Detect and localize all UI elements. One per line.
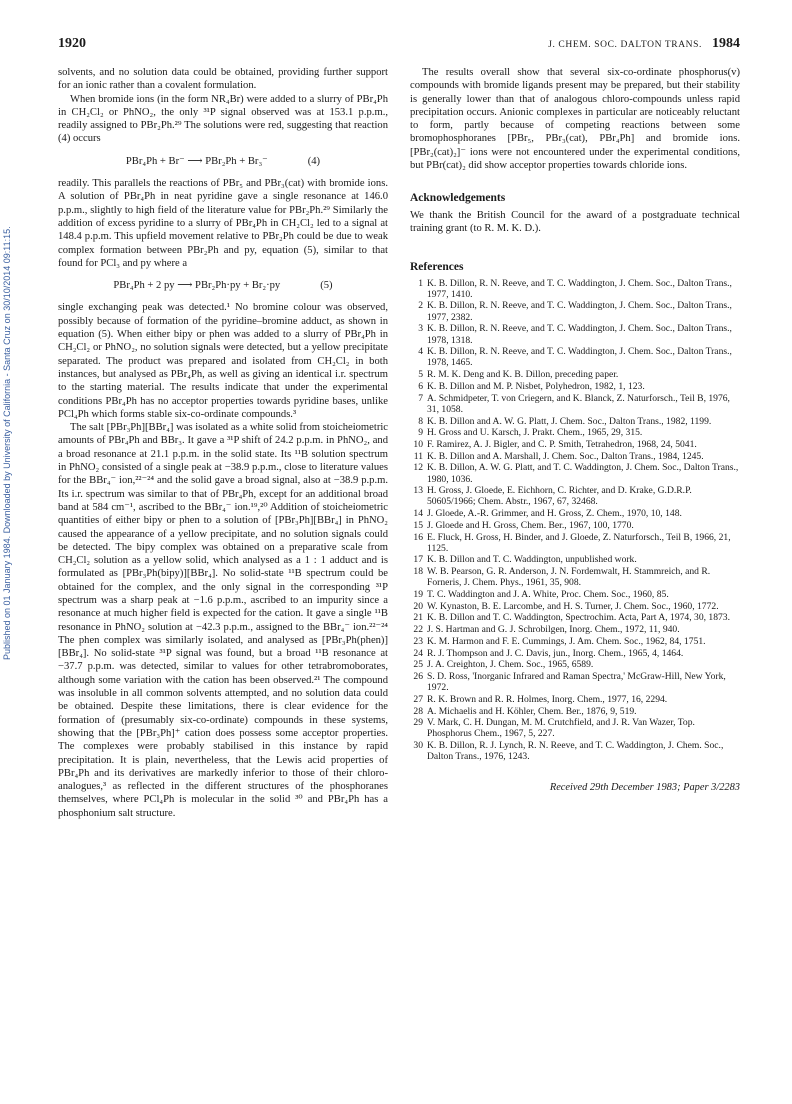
reference-text: A. Schmidpeter, T. von Criegern, and K. Blanck, Z. Naturforsch., Teil B, 1976, 31, 1058. (427, 392, 730, 415)
equation-5 (58, 279, 388, 292)
reference-number: 27 (413, 693, 423, 705)
download-notice: Published on 01 January 1984. Downloaded by University of California - Santa Cruz on 30/10/2014 09:11:15. (2, 226, 12, 660)
reference-number: 6 (418, 380, 423, 392)
reference-item (410, 694, 740, 705)
reference-text: K. B. Dillon and M. P. Nisbet, Polyhedron, 1982, 1, 123. (427, 380, 645, 392)
paragraph: readily. This parallels the reactions of PBr₅ and PBr₃(cat) with bromide ions. A solution of PBr₄Ph in neat pyridine gave a single resonance at 146.0 p.p.m., slightly to high field of the literature value for PBr₂Ph.²⁹ Similarly the addition of excess pyridine to a slurry of PBr₄Ph in CH₂Cl₂ led to a signal at 148.4 p.p.m. This upfield movement relative to PBr₂Ph could be due to weak complex formation between PBr₂Ph and py, equation (5), similar to that found for PCl₃ and py where a (58, 178, 388, 269)
reference-number: 24 (413, 647, 423, 659)
reference-item (410, 300, 740, 322)
reference-number: 7 (418, 392, 423, 404)
reference-number: 29 (413, 717, 423, 729)
reference-number: 25 (413, 659, 423, 671)
paragraph: single exchanging peak was detected.¹ No bromine colour was observed, possibly because of formation of the pyridine–bromine adduct, as shown in equation (5). When either bipy or phen was added to a slurry of PBr₄Ph in CH₂Cl₂ or PhNO₂, no solution signals were detected, but a yellow precipitate separated. The product was prepared and isolated from CH₂Cl₂ in both instances, but analysed as PBr₄Ph, as well as giving an identical i.r. spectrum to the starting material. The results indicate that under the experimental conditions PBr₄Ph has no acceptor properties towards pyridine bases, unlike PCl₄Ph which forms stable six-co-ordinate compounds.³ (58, 302, 388, 420)
reference-number: 17 (413, 554, 423, 566)
reference-number: 30 (413, 740, 423, 752)
reference-item (410, 671, 740, 693)
paragraph: The salt [PBr₃Ph][BBr₄] was isolated as a white solid from stoicheiometric amounts of PBr₄Ph and BBr₃. It gave a ³¹P shift of 24.2 p.p.m. in PhNO₂, and a broad resonance at 21.1 p.p.m. in the solid state. Its ¹¹B solution spectrum in PhNO₂ consisted of a single peak at −38.9 p.p.m., close to literature values for the BBr₄⁻ ion,²²⁻²⁴ and the solid gave a broad signal, also at −38.9 p.p.m. Its i.r. spectrum was similar to that of PBr₄Ph, except for an additional broad band at 584 cm⁻¹, ascribed to the BBr₄⁻ ion.¹⁹,²⁰ Addition of stoicheiometric quantities of either bipy or phen to a solution of [PBr₃Ph][BBr₄] in PhNO₂ caused the appearance of a yellow precipitate, and no solution signals could be detected. The bipy complex was obtained on a preparative scale from CH₂Cl₂ solution as a yellow solid, which analysed as a 1 : 1 adduct and is formulated as [PBr₃Ph(bipy)][BBr₄]. No solid-state ¹¹B spectrum could be obtained for the complex, and the only signal in the corresponding ³¹P spectrum was a sharp peak at −1.6 p.p.m., ascribed to an impurity since a resonance at much higher field is expected for the cation. It gave a single ¹¹B resonance in PhNO₂ solution at −42.3 p.p.m., assigned to the BBr₄⁻ ion.²²⁻²⁴ The phen complex was similarly isolated, and analysed as [PBr₃Ph(phen)][BBr₄]. No solid-state ³¹P signal was found, but a broad ¹¹B resonance at −37.7 p.p.m. was detected, similar to values for other tetrabromoborates, although some variation with the cation has been observed.²¹ The compound was insoluble in all common solvents attempted, and no solution data could be obtained. Despite these limitations, there is clear evidence for the formation of (presumably six-co-ordinate) compounds in these systems, showing that the [PBr₃Ph]⁺ cation does possess some acceptor properties. The complexes were probably stabilised in this instance by rapid precipitation. It is plain, nevertheless, that the Lewis acid properties of PBr₄Ph and its derivatives are markedly inferior to those of their chloro-analogues,³ as reflected in the different structures of the phosphoranes themselves, where PCl₄Ph is molecular in the solid ³⁰ and PBr₄Ph has a phosphonium salt structure. (58, 422, 388, 819)
references-heading: References (410, 261, 464, 274)
right-column (410, 66, 740, 794)
reference-number: 8 (418, 415, 423, 427)
reference-text: R. K. Brown and R. R. Holmes, Inorg. Chem., 1977, 16, 2294. (427, 693, 668, 705)
reference-item (410, 346, 740, 368)
reference-number: 21 (413, 612, 423, 624)
reference-number: 16 (413, 531, 423, 543)
reference-text: J. Gloede and H. Gross, Chem. Ber., 1967, 100, 1770. (427, 519, 634, 531)
reference-text: J. Gloede, A.-R. Grimmer, and H. Gross, Z. Chem., 1970, 10, 148. (427, 508, 682, 520)
reference-number: 14 (413, 508, 423, 520)
reference-text: R. J. Thompson and J. C. Davis, jun., Inorg. Chem., 1965, 4, 1464. (427, 647, 684, 659)
reference-number: 10 (413, 438, 423, 450)
reference-item (410, 566, 740, 588)
download-watermark (0, 60, 14, 660)
reference-text: W. Kynaston, B. E. Larcombe, and H. S. Turner, J. Chem. Soc., 1960, 1772. (427, 600, 719, 612)
reference-item (410, 589, 740, 600)
reference-text: W. B. Pearson, G. R. Anderson, J. N. Fordemwalt, H. Stammreich, and R. Forneris, J. Chem. Phys., 1961, 35, 908. (427, 566, 711, 589)
paragraph: solvents, and no solution data could be obtained, providing further support for an ionic rather than a covalent formulation. (58, 67, 388, 92)
reference-item (410, 416, 740, 427)
reference-text: K. B. Dillon and A. W. G. Platt, J. Chem. Soc., Dalton Trans., 1982, 1199. (427, 415, 712, 427)
reference-number: 9 (418, 427, 423, 439)
reference-number: 13 (413, 485, 423, 497)
reference-number: 28 (413, 705, 423, 717)
reference-text: A. Michaelis and H. Köhler, Chem. Ber., 1876, 9, 519. (427, 705, 637, 717)
reference-item (410, 508, 740, 519)
reference-item (410, 393, 740, 415)
reference-number: 2 (418, 300, 423, 312)
reference-item (410, 659, 740, 670)
reference-text: V. Mark, C. H. Dungan, M. M. Crutchfield, and J. R. Van Wazer, Top. Phosphorus Chem., 1967, 5, 227. (427, 717, 695, 740)
reference-item (410, 462, 740, 484)
reference-text: F. Ramirez, A. J. Bigler, and C. P. Smith, Tetrahedron, 1968, 24, 5041. (427, 438, 697, 450)
reference-text: J. S. Hartman and G. J. Schrobilgen, Inorg. Chem., 1972, 11, 940. (427, 624, 680, 636)
reference-item (410, 369, 740, 380)
reference-number: 15 (413, 519, 423, 531)
reference-item (410, 612, 740, 623)
paragraph: The results overall show that several six-co-ordinate phosphorus(v) compounds with bromide ligands present may be prepared, but their stability is generally lower than that of analogous chloro-compounds unless rapid precipitation occurs. Anionic complexes in particular are noticeably reluctant to form, partly because of competing reactions between some bromophosphoranes [PBr₅, PBr₃(cat), PBr₄Ph] and bromide ions. [PBr₂(cat)₂]⁻ ions were not encountered under the experimental conditions, but PBr(cat)₂ did show acceptor properties towards chloride ions. (410, 67, 740, 172)
reference-number: 12 (413, 462, 423, 474)
equation-number: (5) (320, 280, 333, 292)
reference-item (410, 439, 740, 450)
paragraph: When bromide ions (in the form NR₄Br) were added to a slurry of PBr₄Ph in CH₂Cl₂ or PhNO₂, the only ³¹P signal observed was at 153.1 p.p.m., readily assigned to PBr₂Ph.²⁹ The solutions were red, suggesting that reaction (4) occurs (58, 93, 388, 145)
reference-item (410, 381, 740, 392)
reference-text: K. B. Dillon and T. C. Waddington, unpublished work. (427, 554, 637, 566)
reference-item (410, 532, 740, 554)
reference-text: R. M. K. Deng and K. B. Dillon, preceding paper. (427, 369, 619, 381)
reference-item (410, 706, 740, 717)
reference-number: 4 (418, 346, 423, 358)
reference-number: 20 (413, 600, 423, 612)
reference-item (410, 427, 740, 438)
reference-text: K. B. Dillon and T. C. Waddington, Spectrochim. Acta, Part A, 1974, 30, 1873. (427, 612, 731, 624)
reference-text: S. D. Ross, 'Inorganic Infrared and Raman Spectra,' McGraw-Hill, New York, 1972. (427, 670, 726, 694)
reference-item (410, 624, 740, 635)
reference-item (410, 485, 740, 507)
journal-year: 1984 (712, 36, 740, 51)
reference-text: K. B. Dillon, R. N. Reeve, and T. C. Waddington, J. Chem. Soc., Dalton Trans., 1978, 1318. (427, 323, 732, 346)
reference-number: 26 (413, 670, 423, 682)
reference-number: 11 (413, 450, 423, 462)
reference-text: K. B. Dillon, R. N. Reeve, and T. C. Waddington, J. Chem. Soc., Dalton Trans., 1978, 1465. (427, 346, 732, 369)
reference-item (410, 278, 740, 300)
reference-text: H. Gross, J. Gloede, E. Eichhorn, C. Richter, and D. Krake, G.D.R.P. 50605/1966; Chem. Abstr., 1967, 67, 32468. (427, 485, 692, 508)
received-date: Received 29th December 1983; Paper 3/2283 (549, 781, 740, 793)
reference-number: 3 (418, 323, 423, 335)
reference-text: J. A. Creighton, J. Chem. Soc., 1965, 6589. (427, 659, 594, 671)
reference-item (410, 636, 740, 647)
reference-item (410, 451, 740, 462)
equation-text: PBr₄Ph + 2 py ⟶ PBr₂Ph·py + Br₂·py (113, 280, 281, 292)
reference-number: 5 (418, 369, 423, 381)
reference-text: K. B. Dillon, A. W. G. Platt, and T. C. Waddington, J. Chem. Soc., Dalton Trans., 1980, 1036. (427, 462, 739, 485)
journal-name: J. CHEM. SOC. DALTON TRANS. (548, 40, 702, 50)
page-number: 1920 (58, 36, 86, 51)
page-header (58, 36, 740, 54)
reference-text: T. C. Waddington and J. A. White, Proc. Chem. Soc., 1960, 85. (427, 589, 669, 601)
reference-text: H. Gross and U. Karsch, J. Prakt. Chem., 1965, 29, 315. (427, 427, 643, 439)
reference-text: K. B. Dillon, R. N. Reeve, and T. C. Waddington, J. Chem. Soc., Dalton Trans., 1977, 1410. (427, 277, 732, 300)
left-column (58, 66, 388, 820)
reference-item (410, 601, 740, 612)
acknowledgements-heading: Acknowledgements (410, 192, 506, 205)
reference-item (410, 323, 740, 345)
reference-item (410, 554, 740, 565)
reference-text: K. M. Harmon and F. E. Cummings, J. Am. Chem. Soc., 1962, 84, 1751. (427, 635, 706, 647)
reference-text: E. Fluck, H. Gross, H. Binder, and J. Gloede, Z. Naturforsch., Teil B, 1966, 21, 1125. (427, 531, 731, 554)
reference-number: 23 (413, 635, 423, 647)
reference-list (410, 278, 740, 763)
reference-number: 18 (413, 566, 423, 578)
reference-text: K. B. Dillon and A. Marshall, J. Chem. Soc., Dalton Trans., 1984, 1245. (427, 450, 704, 462)
acknowledgements-text: We thank the British Council for the award of a postgraduate technical training grant (to R. M. K. D.). (410, 209, 740, 234)
reference-item (410, 717, 740, 739)
reference-text: K. B. Dillon, R. J. Lynch, R. N. Reeve, and T. C. Waddington, J. Chem. Soc., Dalton Trans., 1976, 1243. (427, 740, 724, 763)
equation-number: (4) (307, 155, 321, 167)
reference-item (410, 740, 740, 762)
reference-item (410, 520, 740, 531)
equation-4 (58, 155, 388, 168)
reference-number: 1 (418, 277, 423, 289)
reference-item (410, 648, 740, 659)
equation-text: PBr₄Ph + Br⁻ ⟶ PBr₂Ph + Br₃⁻ (125, 155, 268, 167)
reference-number: 19 (413, 589, 423, 601)
reference-number: 22 (413, 624, 423, 636)
reference-text: K. B. Dillon, R. N. Reeve, and T. C. Waddington, J. Chem. Soc., Dalton Trans., 1977, 2382. (427, 300, 732, 323)
